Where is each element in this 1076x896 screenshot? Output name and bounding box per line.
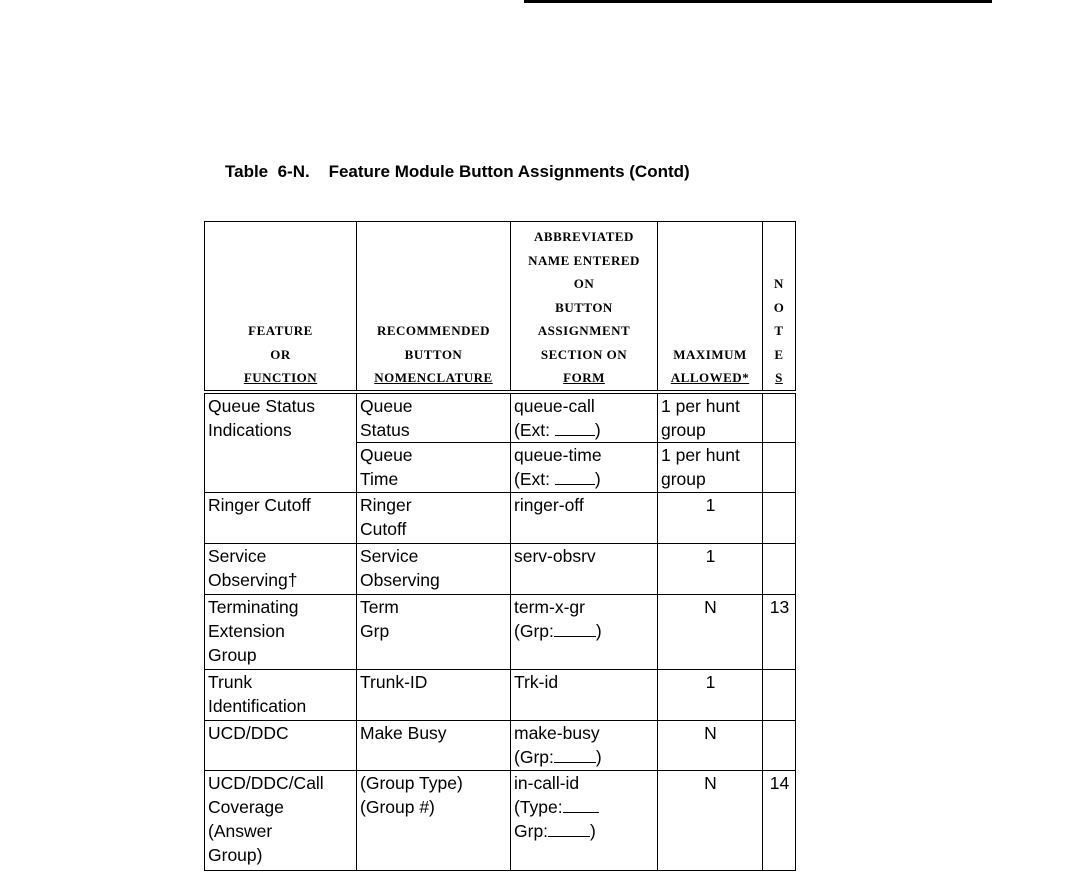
abbrev-cell: in-call-id (Type: Grp: ) [511,770,658,870]
fill-in-blank [563,796,599,813]
table-caption: Table 6-N. Feature Module Button Assignments (Contd) [225,162,690,181]
table-row [205,594,796,669]
abbrev-cell: queue-time (Ext: ) [511,442,658,492]
button-cell: Term Grp [357,594,511,669]
top-rule [524,0,992,3]
button-cell: Ringer Cutoff [357,492,511,543]
feature-cell: UCD/DDC/Call Coverage (Answer Group) [205,770,357,870]
table-row [205,720,796,770]
button-cell: Queue Status [357,392,511,443]
button-cell: Queue Time [357,442,511,492]
notes-cell: 13 [763,594,796,669]
feature-cell: Service Observing† [205,543,357,594]
button-cell: Make Busy [357,720,511,770]
abbrev-cell: term-x-gr (Grp: ) [511,594,658,669]
table-row [205,392,796,443]
feature-cell: UCD/DDC [205,720,357,770]
feature-cell: Terminating Extension Group [205,594,357,669]
button-cell: Service Observing [357,543,511,594]
abbrev-cell: Trk-id [511,669,658,720]
header-notes: N O T E S [763,222,796,392]
max-cell: N [658,594,763,669]
abbrev-cell: serv-obsrv [511,543,658,594]
abbrev-cell: make-busy (Grp: ) [511,720,658,770]
header-feature: FEATURE OR FUNCTION [205,222,357,392]
table-row [205,770,796,870]
header-button: RECOMMENDED BUTTON NOMENCLATURE [357,222,511,392]
feature-cell: Queue Status Indications [205,392,357,493]
fill-in-blank [555,468,595,485]
button-assignments-table [204,221,796,871]
max-cell: N [658,720,763,770]
notes-cell [763,720,796,770]
header-max: MAXIMUM ALLOWED* [658,222,763,392]
notes-cell [763,442,796,492]
fill-in-blank [554,620,596,637]
header-row [205,222,796,392]
max-cell: 1 [658,669,763,720]
max-cell: N [658,770,763,870]
button-cell: (Group Type) (Group #) [357,770,511,870]
notes-cell: 14 [763,770,796,870]
fill-in-blank [554,746,596,763]
fill-in-blank [548,820,590,837]
max-cell: 1 per hunt group [658,392,763,443]
notes-cell [763,392,796,443]
max-cell: 1 [658,492,763,543]
button-cell: Trunk-ID [357,669,511,720]
max-cell: 1 per hunt group [658,442,763,492]
feature-cell: Trunk Identification [205,669,357,720]
notes-cell [763,669,796,720]
notes-cell [763,543,796,594]
max-cell: 1 [658,543,763,594]
notes-cell [763,492,796,543]
table-row [205,543,796,594]
header-abbrev: ABBREVIATED NAME ENTERED ON BUTTON ASSIGNMENT SECTION ON FORM [511,222,658,392]
table-row [205,669,796,720]
feature-cell: Ringer Cutoff [205,492,357,543]
fill-in-blank [555,419,595,436]
table-row [205,492,796,543]
abbrev-cell: queue-call (Ext: ) [511,392,658,443]
abbrev-cell: ringer-off [511,492,658,543]
